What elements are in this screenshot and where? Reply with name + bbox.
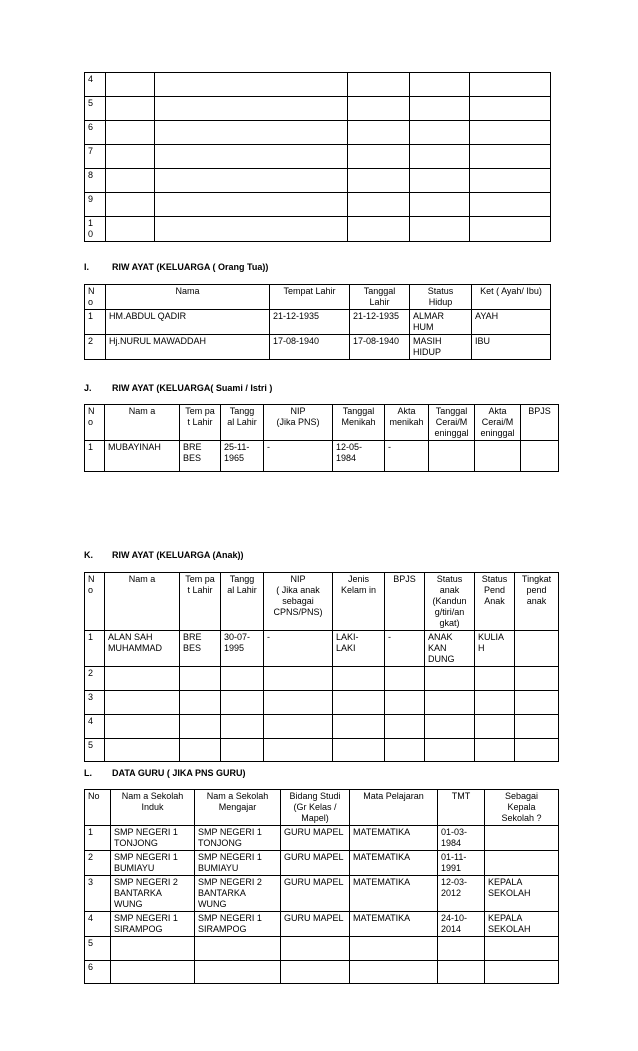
section-j-heading: RIW AYAT (KELUARGA( Suami / Istri ) <box>112 383 273 393</box>
empty-cell <box>410 217 470 242</box>
table-cell: 24-10- 2014 <box>438 912 485 937</box>
table-cell: 1 <box>85 631 105 667</box>
table-cell: 01-03- 1984 <box>438 826 485 851</box>
column-header: BPJS <box>521 405 559 441</box>
table-cell: HM.ABDUL QADIR <box>106 310 270 335</box>
column-header: Nam a Sekolah Mengajar <box>195 790 281 826</box>
table-cell: - <box>385 441 429 472</box>
data-guru-table <box>84 789 559 984</box>
table-cell: IBU <box>472 335 551 360</box>
empty-cell <box>410 145 470 169</box>
table-cell: 3 <box>85 876 111 912</box>
table-row <box>85 667 559 691</box>
section-i-title <box>84 262 268 272</box>
table-cell: 17-08-1940 <box>270 335 350 360</box>
table-cell <box>105 667 180 691</box>
row-number-cell: 9 <box>85 193 106 217</box>
table-cell: KEPALA SEKOLAH <box>485 876 559 912</box>
column-header: Tangg al Lahir <box>221 405 264 441</box>
table-cell <box>385 667 425 691</box>
table-cell: SMP NEGERI 1 SIRAMPOG <box>111 912 195 937</box>
table-cell: BRE BES <box>180 631 221 667</box>
section-j-title <box>84 383 272 393</box>
row-number-cell: 5 <box>85 97 106 121</box>
column-header: Tanggal Cerai/M eninggal <box>429 405 475 441</box>
table-cell <box>429 441 475 472</box>
table-cell <box>515 631 559 667</box>
column-header: Status Pend Anak <box>475 573 515 631</box>
row-number-cell: 1 0 <box>85 217 106 242</box>
table-cell: MUBAYINAH <box>105 441 180 472</box>
table-cell <box>475 667 515 691</box>
column-header: N o <box>85 285 106 310</box>
empty-cell <box>155 145 348 169</box>
column-header: Tangg al Lahir <box>221 573 264 631</box>
column-header: NIP ( Jika anak sebagai CPNS/PNS) <box>264 573 333 631</box>
column-header: Tem pa t Lahir <box>180 573 221 631</box>
section-k-letter: K. <box>84 550 93 560</box>
table-row <box>85 961 559 984</box>
table-cell: 6 <box>85 961 111 984</box>
table-cell <box>485 826 559 851</box>
column-header: Tem pa t Lahir <box>180 405 221 441</box>
table-cell: 2 <box>85 851 111 876</box>
column-header: No <box>85 790 111 826</box>
table-row <box>85 97 551 121</box>
column-header: Jenis Kelam in <box>333 573 385 631</box>
table-cell <box>385 715 425 739</box>
table-cell <box>264 667 333 691</box>
empty-cell <box>410 169 470 193</box>
table-cell <box>105 715 180 739</box>
empty-cell <box>470 73 551 97</box>
section-l-letter: L. <box>84 768 92 778</box>
table-cell: ALAN SAH MUHAMMAD <box>105 631 180 667</box>
table-cell <box>385 739 425 762</box>
table-cell <box>105 739 180 762</box>
table-row <box>85 851 559 876</box>
column-header: Tanggal Lahir <box>350 285 410 310</box>
table-cell <box>264 691 333 715</box>
empty-cell <box>348 217 410 242</box>
table-cell: ALMAR HUM <box>410 310 472 335</box>
empty-cell <box>410 121 470 145</box>
section-i-letter: I. <box>84 262 90 272</box>
table-cell: KULIA H <box>475 631 515 667</box>
table-row <box>85 73 551 97</box>
empty-cell <box>348 97 410 121</box>
empty-cell <box>106 217 155 242</box>
table-row <box>85 441 559 472</box>
column-header: Nam a <box>105 573 180 631</box>
table-row <box>85 912 559 937</box>
table-cell: MASIH HIDUP <box>410 335 472 360</box>
empty-cell <box>106 97 155 121</box>
column-header: Akta Cerai/M eninggal <box>475 405 521 441</box>
empty-cell <box>348 193 410 217</box>
table-row <box>85 217 551 242</box>
section-k-title <box>84 550 244 560</box>
table-cell <box>195 937 281 961</box>
empty-cell <box>155 217 348 242</box>
empty-cell <box>106 145 155 169</box>
table-cell <box>521 441 559 472</box>
empty-cell <box>348 73 410 97</box>
column-header: Tempat Lahir <box>270 285 350 310</box>
table-cell <box>333 739 385 762</box>
column-header: Status Hidup <box>410 285 472 310</box>
empty-cell <box>470 145 551 169</box>
empty-cell <box>410 193 470 217</box>
table-row <box>85 121 551 145</box>
empty-cell <box>155 169 348 193</box>
column-header: Mata Pelajaran <box>350 790 438 826</box>
empty-cell <box>470 121 551 145</box>
table-cell <box>475 739 515 762</box>
empty-cell <box>410 97 470 121</box>
column-header: Sebagai Kepala Sekolah ? <box>485 790 559 826</box>
row-number-cell: 7 <box>85 145 106 169</box>
table-row <box>85 715 559 739</box>
table-cell <box>180 715 221 739</box>
table-cell: MATEMATIKA <box>350 826 438 851</box>
table-cell: MATEMATIKA <box>350 851 438 876</box>
table-cell: 30-07- 1995 <box>221 631 264 667</box>
header-row <box>85 573 559 631</box>
empty-cell <box>106 73 155 97</box>
table-cell: 01-11- 1991 <box>438 851 485 876</box>
table-cell: KEPALA SEKOLAH <box>485 912 559 937</box>
table-cell <box>438 961 485 984</box>
table-cell: SMP NEGERI 1 BUMIAYU <box>111 851 195 876</box>
row-number-cell: 6 <box>85 121 106 145</box>
table-cell: SMP NEGERI 1 SIRAMPOG <box>195 912 281 937</box>
table-cell <box>350 937 438 961</box>
table-cell <box>515 691 559 715</box>
column-header: BPJS <box>385 573 425 631</box>
table-cell: SMP NEGERI 2 BANTARKA WUNG <box>195 876 281 912</box>
table-cell: - <box>385 631 425 667</box>
empty-cell <box>106 121 155 145</box>
table-row <box>85 310 551 335</box>
table-cell <box>485 851 559 876</box>
column-header: Nam a Sekolah Induk <box>111 790 195 826</box>
header-row <box>85 790 559 826</box>
table-cell: 4 <box>85 912 111 937</box>
table-row <box>85 876 559 912</box>
table-cell <box>105 691 180 715</box>
empty-cell <box>348 169 410 193</box>
table-cell: AYAH <box>472 310 551 335</box>
table-cell <box>180 691 221 715</box>
table-cell <box>111 937 195 961</box>
table-cell <box>438 937 485 961</box>
section-j-letter: J. <box>84 383 92 393</box>
table-cell <box>180 667 221 691</box>
table-cell <box>264 715 333 739</box>
table-row <box>85 691 559 715</box>
orang-tua-table <box>84 284 551 360</box>
table-cell <box>485 961 559 984</box>
empty-cell <box>348 145 410 169</box>
table-cell <box>485 937 559 961</box>
section-i-heading: RIW AYAT (KELUARGA ( Orang Tua)) <box>112 262 269 272</box>
table-row <box>85 739 559 762</box>
table-cell: 21-12-1935 <box>350 310 410 335</box>
table-cell <box>333 715 385 739</box>
anak-table <box>84 572 559 762</box>
table-cell: BRE BES <box>180 441 221 472</box>
column-header: N o <box>85 405 105 441</box>
table-cell <box>333 667 385 691</box>
table-cell <box>281 961 350 984</box>
suami-istri-table <box>84 404 559 472</box>
table-row <box>85 169 551 193</box>
table-cell <box>475 441 521 472</box>
section-l-title <box>84 768 246 778</box>
table-cell <box>515 667 559 691</box>
table-row <box>85 826 559 851</box>
column-header: Nam a <box>105 405 180 441</box>
column-header: Tingkat pend anak <box>515 573 559 631</box>
table-cell: SMP NEGERI 1 TONJONG <box>195 826 281 851</box>
table-cell <box>425 739 475 762</box>
table-cell: LAKI- LAKI <box>333 631 385 667</box>
table-cell <box>515 715 559 739</box>
table-cell <box>333 691 385 715</box>
empty-cell <box>470 217 551 242</box>
table-row <box>85 145 551 169</box>
table-cell <box>425 715 475 739</box>
table-cell <box>425 691 475 715</box>
table-cell: 2 <box>85 667 105 691</box>
empty-cell <box>155 97 348 121</box>
empty-cell <box>155 193 348 217</box>
table-cell <box>180 739 221 762</box>
table-cell: GURU MAPEL <box>281 912 350 937</box>
table-cell <box>264 739 333 762</box>
column-header: Ket ( Ayah/ Ibu) <box>472 285 551 310</box>
table-cell: SMP NEGERI 1 BUMIAYU <box>195 851 281 876</box>
row-number-cell: 4 <box>85 73 106 97</box>
empty-cell <box>410 73 470 97</box>
section-l-heading: DATA GURU ( JIKA PNS GURU) <box>112 768 246 778</box>
table-cell: 17-08-1940 <box>350 335 410 360</box>
table-cell: MATEMATIKA <box>350 912 438 937</box>
empty-cell <box>106 169 155 193</box>
column-header: N o <box>85 573 105 631</box>
empty-cell <box>470 97 551 121</box>
table-cell <box>111 961 195 984</box>
table-cell: 2 <box>85 335 106 360</box>
table-row <box>85 937 559 961</box>
table-cell: SMP NEGERI 2 BANTARKA WUNG <box>111 876 195 912</box>
row-number-cell: 8 <box>85 169 106 193</box>
table-cell <box>195 961 281 984</box>
header-row <box>85 405 559 441</box>
empty-cell <box>470 169 551 193</box>
table-cell: 25-11- 1965 <box>221 441 264 472</box>
table-cell: GURU MAPEL <box>281 851 350 876</box>
column-header: TMT <box>438 790 485 826</box>
column-header: Tanggal Menikah <box>333 405 385 441</box>
table-cell: ANAK KAN DUNG <box>425 631 475 667</box>
table-cell <box>385 691 425 715</box>
header-row <box>85 285 551 310</box>
table-cell: 5 <box>85 937 111 961</box>
table-cell <box>350 961 438 984</box>
empty-cell <box>348 121 410 145</box>
column-header: Akta menikah <box>385 405 429 441</box>
table-cell: - <box>264 441 333 472</box>
empty-cell <box>155 73 348 97</box>
table-cell <box>221 715 264 739</box>
top-continuation-table <box>84 72 551 242</box>
table-cell: 1 <box>85 310 106 335</box>
table-cell <box>515 739 559 762</box>
table-cell: 1 <box>85 441 105 472</box>
table-cell: 12-03- 2012 <box>438 876 485 912</box>
table-row <box>85 631 559 667</box>
table-cell: 3 <box>85 691 105 715</box>
table-cell: 5 <box>85 739 105 762</box>
table-cell: - <box>264 631 333 667</box>
column-header: NIP (Jika PNS) <box>264 405 333 441</box>
table-cell: 1 <box>85 826 111 851</box>
table-cell: 12-05- 1984 <box>333 441 385 472</box>
column-header: Nama <box>106 285 270 310</box>
table-cell <box>221 691 264 715</box>
table-cell: MATEMATIKA <box>350 876 438 912</box>
table-cell: SMP NEGERI 1 TONJONG <box>111 826 195 851</box>
table-cell: GURU MAPEL <box>281 876 350 912</box>
empty-cell <box>470 193 551 217</box>
table-cell <box>425 667 475 691</box>
table-cell: GURU MAPEL <box>281 826 350 851</box>
table-cell: Hj.NURUL MAWADDAH <box>106 335 270 360</box>
table-cell: 4 <box>85 715 105 739</box>
empty-cell <box>106 193 155 217</box>
table-cell <box>221 667 264 691</box>
table-cell: 21-12-1935 <box>270 310 350 335</box>
column-header: Status anak (Kandun g/tiri/an gkat) <box>425 573 475 631</box>
table-cell <box>475 691 515 715</box>
column-header: Bidang Studi (Gr Kelas / Mapel) <box>281 790 350 826</box>
table-cell <box>475 715 515 739</box>
table-row <box>85 193 551 217</box>
table-row <box>85 335 551 360</box>
table-cell <box>281 937 350 961</box>
table-cell <box>221 739 264 762</box>
empty-cell <box>155 121 348 145</box>
section-k-heading: RIW AYAT (KELUARGA (Anak)) <box>112 550 244 560</box>
